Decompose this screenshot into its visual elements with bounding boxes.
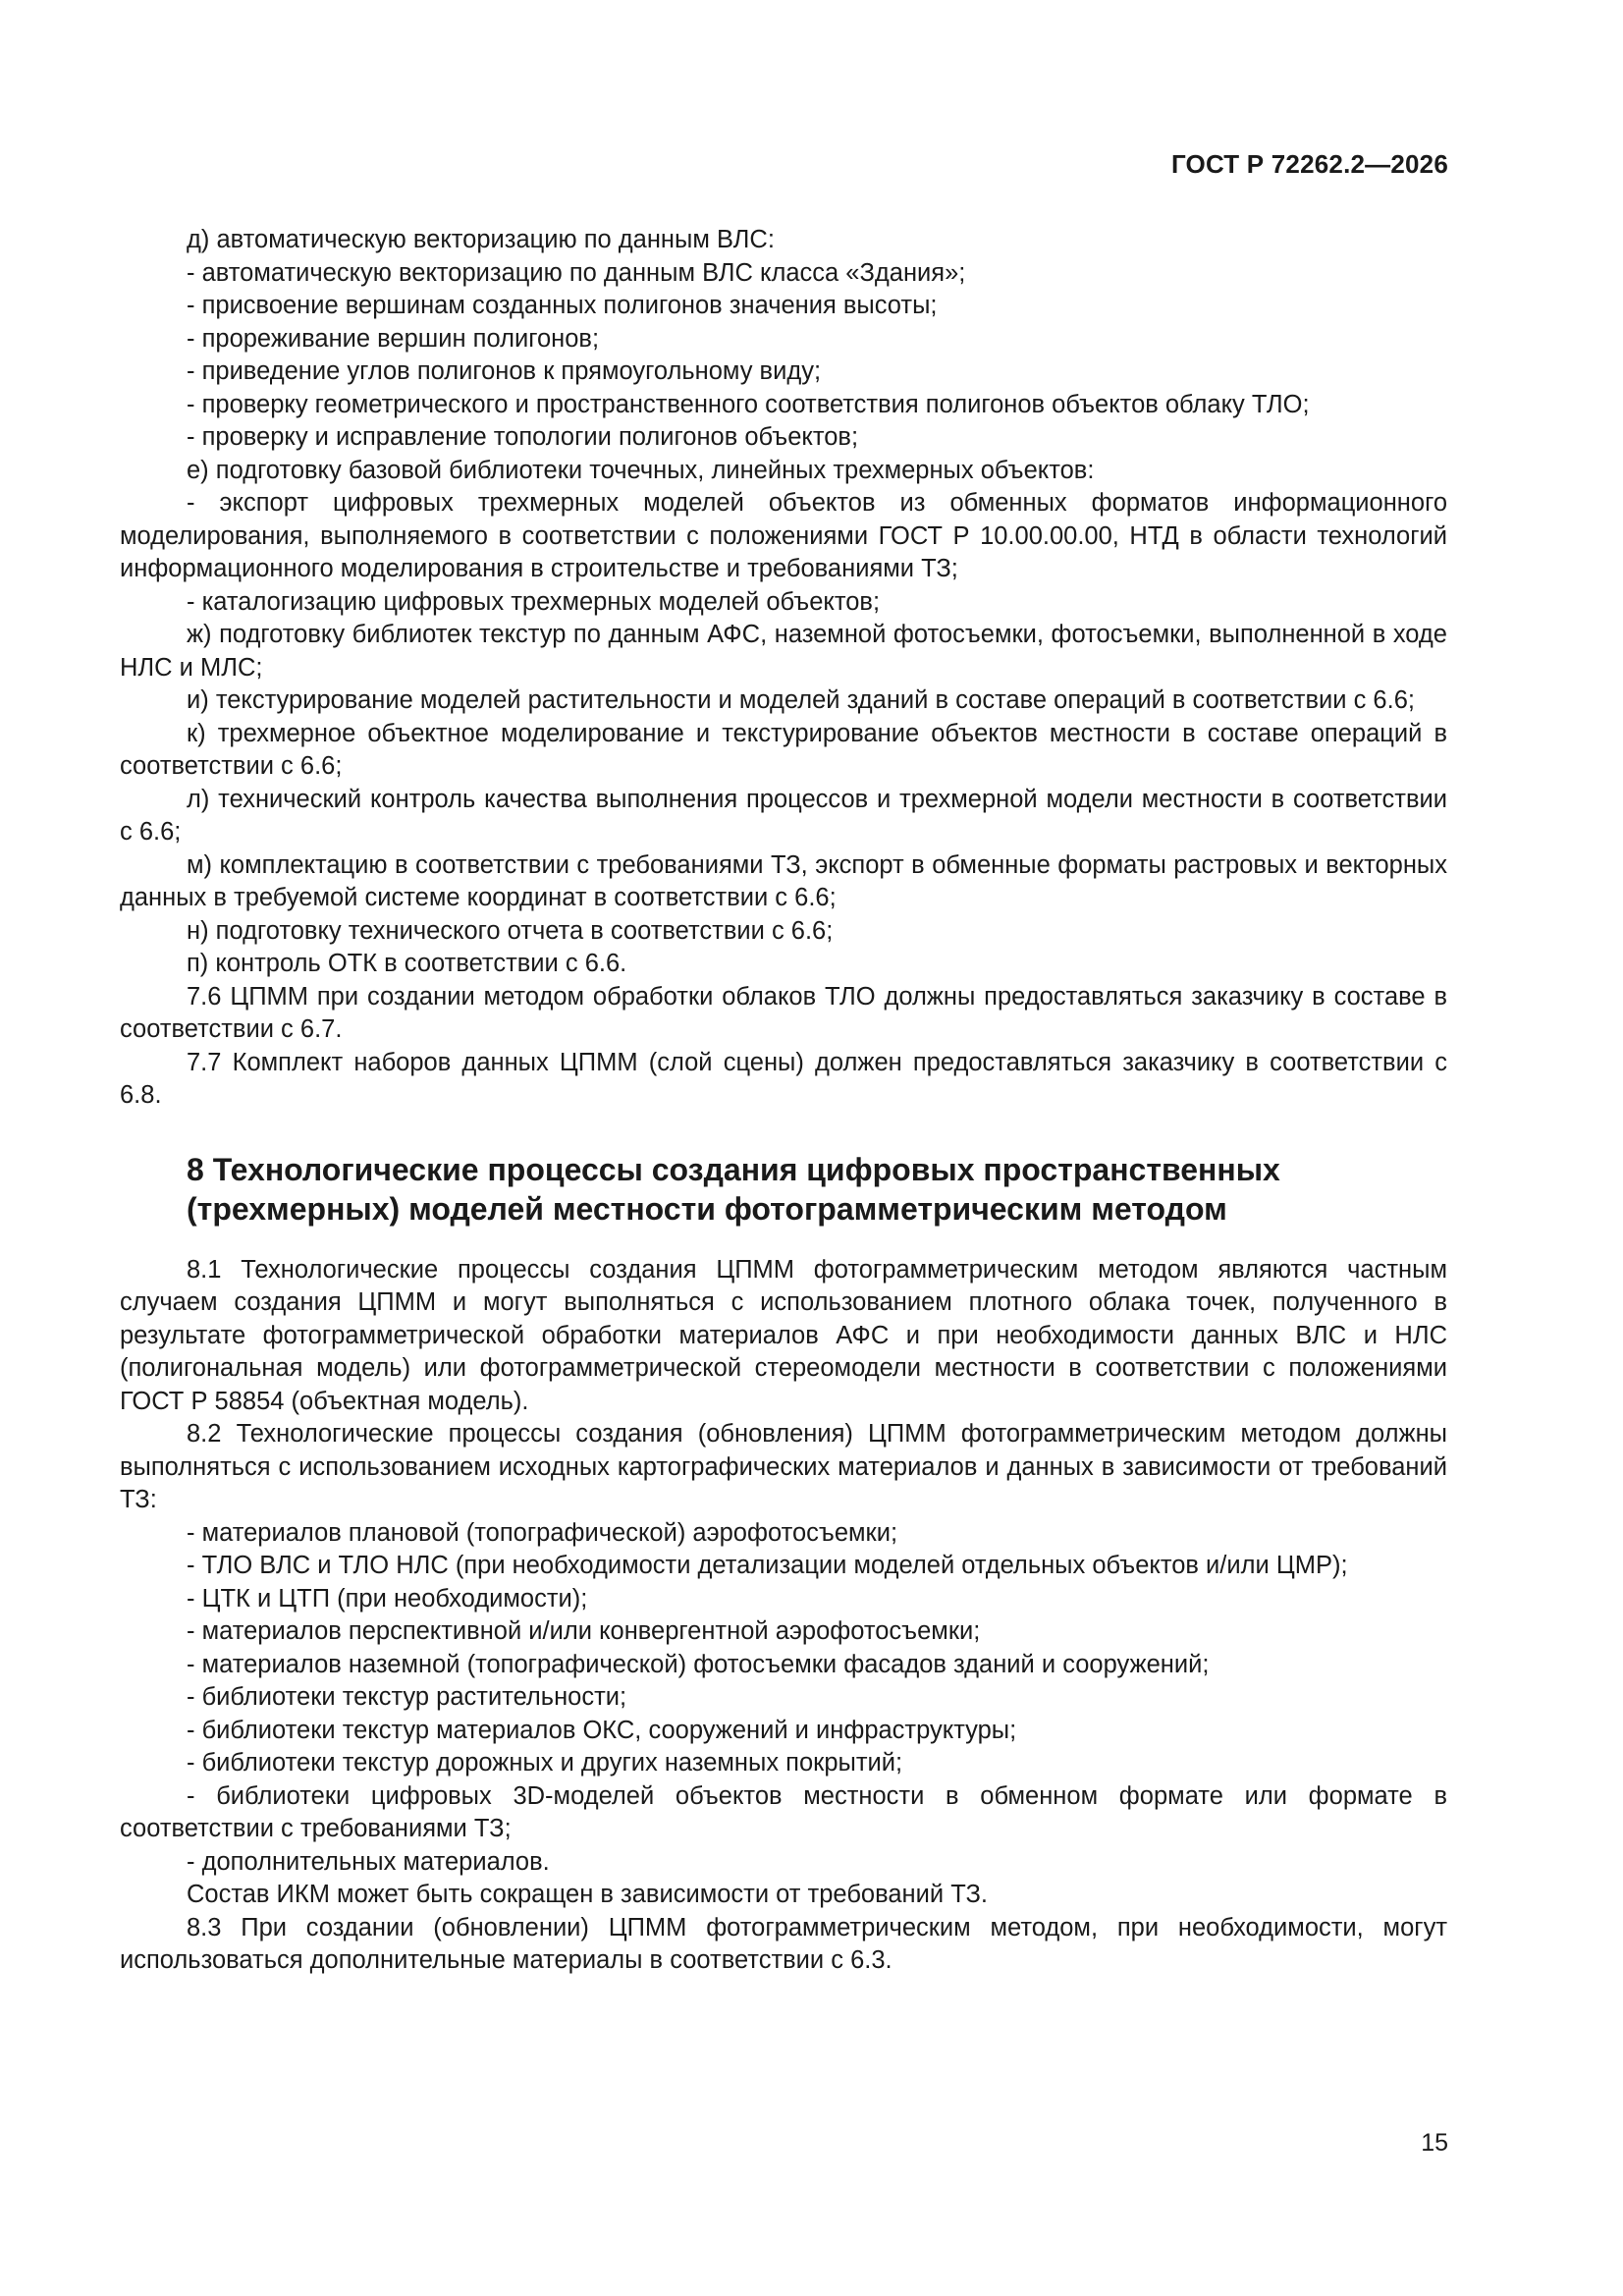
list-item: - материалов перспективной и/или конвергентной аэрофотосъемки; (187, 1617, 981, 1645)
list-item: - материалов наземной (топографической) фотосъемки фасадов зданий и сооружений; (187, 1650, 1210, 1678)
paragraph: Состав ИКМ может быть сокращен в зависимости от требований ТЗ. (187, 1881, 988, 1908)
list-item: - библиотеки текстур растительности; (187, 1683, 627, 1711)
list-item: - дополнительных материалов. (187, 1847, 550, 1876)
clause-8-1: 8.1 Технологические процессы создания ЦПММ фотограмметрическим методом являются частным случаем создания ЦПММ и могут выполняться с использованием плотного облака точек, полученного в результате фотограмметрической обработки материалов АФС и при необходимости данных ВЛС и НЛС (полигональная модель) или фотограмметрической стереомодели местности в соответствии с положениями ГОСТ Р 58854 (объектная модель). (120, 1255, 1447, 1415)
list-item: - каталогизацию цифровых трехмерных моделей объектов; (187, 587, 881, 616)
page-number: 15 (1421, 2129, 1448, 2157)
section-8-heading: 8 Технологические процессы создания цифровых пространственных (трехмерных) моделей местности фотограмметрическим методом (187, 1151, 1280, 1227)
list-item: ж) подготовку библиотек текстур по данным АФС, наземной фотосъемки, фотосъемки, выполненной в ходе НЛС и МЛС; (120, 621, 1447, 682)
list-item: - библиотеки текстур дорожных и других наземных покрытий; (187, 1749, 903, 1777)
list-item: п) контроль ОТК в соответствии с 6.6. (187, 950, 627, 977)
document-body (120, 224, 1447, 1978)
clause-7-6: 7.6 ЦПММ при создании методом обработки облаков ТЛО должны предоставляться заказчику в составе в соответствии с 6.7. (120, 982, 1447, 1043)
list-item: - приведение углов полигонов к прямоугольному виду; (187, 357, 822, 385)
list-item: - ЦТК и ЦТП (при необходимости); (187, 1584, 588, 1613)
list-item: - проверку и исправление топологии полигонов объектов; (187, 423, 859, 451)
clause-8-2: 8.2 Технологические процессы создания (обновления) ЦПММ фотограмметрическим методом должны выполняться с использованием исходных картографических материалов и данных в зависимости от требований ТЗ: (120, 1420, 1447, 1513)
list-item: - автоматическую векторизацию по данным ВЛС класса «Здания»; (187, 258, 966, 287)
list-item: н) подготовку технического отчета в соответствии с 6.6; (187, 916, 834, 945)
clause-8-3: 8.3 При создании (обновлении) ЦПММ фотограмметрическим методом, при необходимости, могут использоваться дополнительные материалы в соответствии с 6.3. (120, 1913, 1447, 1974)
list-item: и) текстурирование моделей растительности и моделей зданий в составе операций в соответствии с 6.6; (187, 686, 1415, 714)
list-item: - присвоение вершинам созданных полигонов значения высоты; (187, 292, 938, 319)
list-item: - ТЛО ВЛС и ТЛО НЛС (при необходимости детализации моделей отдельных объектов и/или ЦМР); (187, 1552, 1348, 1579)
list-item: к) трехмерное объектное моделирование и текстурирование объектов местности в составе операций в соответствии с 6.6; (120, 719, 1447, 780)
list-item: - проверку геометрического и пространственного соответствия полигонов объектов облаку ТЛО; (187, 390, 1310, 418)
list-item: е) подготовку базовой библиотеки точечных, линейных трехмерных объектов: (187, 456, 1095, 484)
list-item: - библиотеки цифровых 3D-моделей объектов местности в обменном формате или формате в соответствии с требованиями ТЗ; (120, 1781, 1447, 1842)
list-item: - прореживание вершин полигонов; (187, 324, 600, 353)
list-item: д) автоматическую векторизацию по данным ВЛС: (187, 226, 775, 253)
list-item: - библиотеки текстур материалов ОКС, сооружений и инфраструктуры; (187, 1716, 1017, 1744)
clause-7-7: 7.7 Комплект наборов данных ЦПММ (слой сцены) должен предоставляться заказчику в соответствии с 6.8. (120, 1048, 1447, 1109)
document-id: ГОСТ Р 72262.2—2026 (1170, 149, 1448, 179)
list-item: л) технический контроль качества выполнения процессов и трехмерной модели местности в соответствии с 6.6; (120, 785, 1447, 846)
list-item: м) комплектацию в соответствии с требованиями ТЗ, экспорт в обменные форматы растровых и векторных данных в требуемой системе координат в соответствии с 6.6; (120, 850, 1447, 911)
list-item: - экспорт цифровых трехмерных моделей объектов из обменных форматов информационного моделирования, выполняемого в соответствии с положениями ГОСТ Р 10.00.00.00, НТД в области технологий информационного моделирования в строительстве и требованиями ТЗ; (120, 489, 1447, 582)
list-item: - материалов плановой (топографической) аэрофотосъемки; (187, 1518, 898, 1547)
